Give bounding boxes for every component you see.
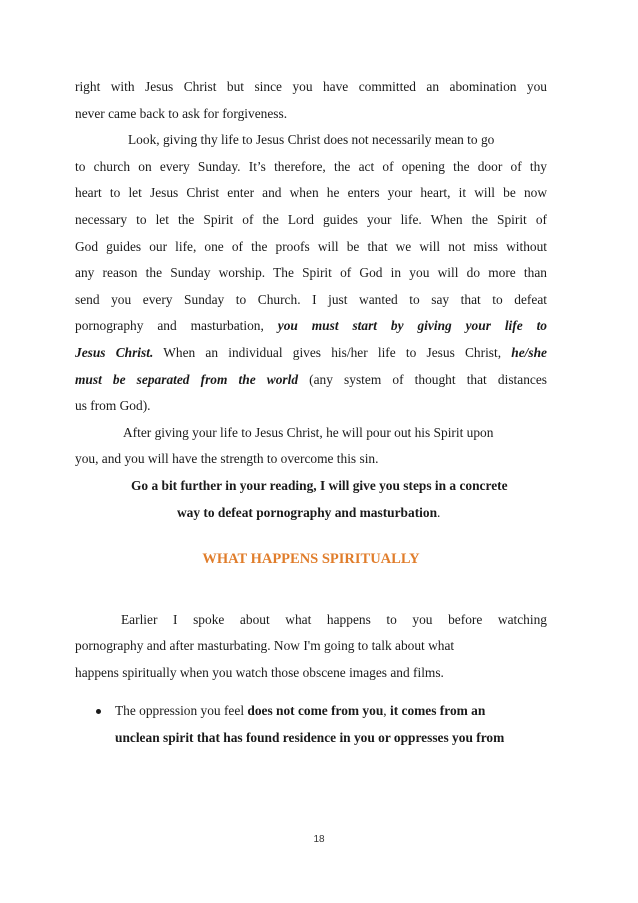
paragraph-line: God guides our life, one of the proofs will be that we will not miss without <box>75 238 547 254</box>
paragraph-line: any reason the Sunday worship. The Spirit of God in you will do more than <box>75 265 547 281</box>
text-run: pornography and masturbation, <box>75 318 278 334</box>
spacer <box>75 686 547 698</box>
emphasis-text: must be separated from the world <box>75 371 299 387</box>
callout-line: Go a bit further in your reading, I will give you steps in a concrete <box>131 477 508 493</box>
paragraph-line: pornography and after masturbating. Now I'm going to talk about what <box>75 638 455 654</box>
paragraph-line <box>75 313 547 340</box>
paragraph-line: send you every Sunday to Church. I just wanted to say that to defeat <box>75 291 547 307</box>
bullet-line: unclean spirit that has found residence in you or oppresses you from <box>115 730 505 746</box>
paragraph-line: happens spiritually when you watch those obscene images and films. <box>75 664 444 680</box>
paragraph-line: you, and you will have the strength to overcome this sin. <box>75 451 379 467</box>
section-heading: WHAT HAPPENS SPIRITUALLY <box>202 551 420 568</box>
text-run: . <box>437 504 441 520</box>
paragraph-line: never came back to ask for forgiveness. <box>75 105 288 121</box>
callout-line <box>75 500 547 527</box>
paragraph-line: to church on every Sunday. It’s therefore, the act of opening the door of thy <box>75 158 547 174</box>
paragraph-line: us from God). <box>75 398 151 414</box>
emphasis-text: you must start by giving your life to <box>277 318 547 334</box>
page-number: 18 <box>313 834 325 845</box>
emphasis-text: does not come from you <box>247 703 384 719</box>
text-run: The oppression you feel <box>115 703 248 719</box>
paragraph-line <box>75 367 547 394</box>
paragraph-line: Look, giving thy life to Jesus Christ does not necessarily mean to go <box>128 132 495 148</box>
paragraph-line: necessary to let the Spirit of the Lord guides your life. When the Spirit of <box>75 211 547 227</box>
body-text <box>75 74 547 752</box>
emphasis-text: he/she <box>511 344 547 360</box>
paragraph-line: right with Jesus Christ but since you have committed an abomination you <box>75 79 547 94</box>
emphasis-text: it comes from an <box>389 703 486 719</box>
bullet-list-item <box>75 698 547 751</box>
emphasis-text: Jesus Christ. <box>75 344 154 360</box>
text-run: , <box>383 703 390 719</box>
text-run: way to defeat pornography and masturbation <box>177 504 438 520</box>
paragraph-line: Earlier I spoke about what happens to you before watching <box>121 611 547 627</box>
text-run: When an individual gives his/her life to Jesus Christ, <box>153 344 512 360</box>
paragraph-line: After giving your life to Jesus Christ, he will pour out his Spirit upon <box>123 424 494 440</box>
paragraph-line <box>75 340 547 367</box>
bullet-line <box>115 698 547 725</box>
text-run: (any system of thought that distances <box>298 371 547 387</box>
bullet-icon <box>96 709 101 714</box>
paragraph-line: heart to let Jesus Christ enter and when he enters your heart, it will be now <box>75 185 547 201</box>
